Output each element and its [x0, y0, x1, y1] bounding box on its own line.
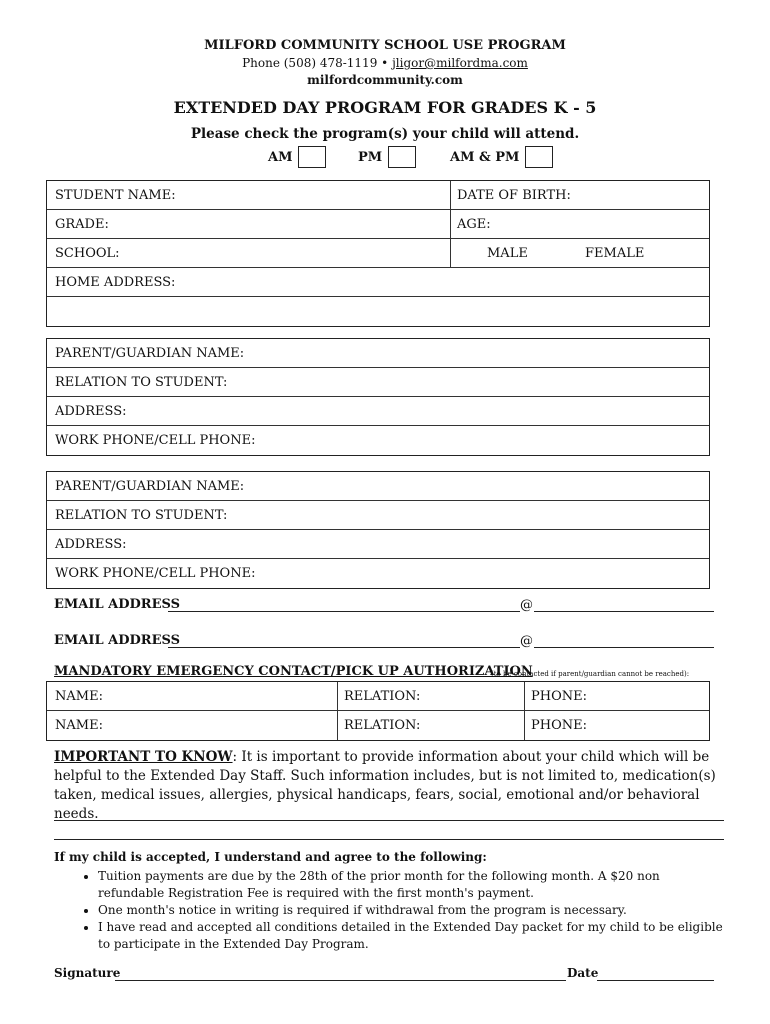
emergency-1-phone-label: PHONE:: [531, 689, 587, 704]
guardian-1-name-row[interactable]: [47, 339, 709, 368]
contact-line: [0, 56, 770, 70]
email-2-at: @: [520, 634, 533, 649]
student-name-label: STUDENT NAME:: [55, 188, 176, 203]
pm-checkbox[interactable]: [388, 146, 416, 168]
guardian-1-relation-row[interactable]: [47, 368, 709, 397]
guardian-2-name-label: PARENT/GUARDIAN NAME:: [55, 479, 245, 494]
conditions-section: [54, 849, 724, 953]
guardian-2-address-label: ADDRESS:: [55, 537, 127, 552]
program-checkboxes: [0, 146, 770, 172]
guardian-1-section: [46, 338, 710, 456]
condition-item: • I have read and accepted all conditions detailed in the Extended Day packet for my child to be eligible to participate in the Extended Day Program.: [98, 919, 724, 953]
guardian-2-section: [46, 471, 710, 589]
male-option[interactable]: MALE: [487, 246, 528, 261]
date-field[interactable]: [597, 980, 714, 981]
age-label: AGE:: [457, 217, 491, 232]
emergency-note: (to be contacted if parent/guardian cannot be reached):: [491, 670, 690, 678]
condition-item: • One month's notice in writing is required if withdrawal from the program is necessary.: [98, 902, 724, 919]
emergency-2-name-label: NAME:: [55, 718, 103, 733]
notes-line-2[interactable]: [54, 839, 724, 840]
grade-label: GRADE:: [55, 217, 109, 232]
emergency-section: [46, 681, 710, 741]
option-pm[interactable]: [358, 146, 416, 168]
important-paragraph: [54, 748, 730, 824]
email-2-domain-field[interactable]: [534, 647, 714, 648]
guardian-1-address-row[interactable]: [47, 397, 709, 426]
emergency-2-phone-label: PHONE:: [531, 718, 587, 733]
guardian-2-relation-row[interactable]: [47, 501, 709, 530]
form-title: EXTENDED DAY PROGRAM FOR GRADES K - 5: [173, 98, 597, 117]
emergency-2-relation-label: RELATION:: [344, 718, 421, 733]
email-1-domain-field[interactable]: [534, 611, 714, 612]
org-name: MILFORD COMMUNITY SCHOOL USE PROGRAM: [204, 38, 566, 53]
important-text: : It is important to provide information about your child which will be helpful to the Extended Day Staff. Such information includes, but is not limited to, medication(s) taken, medical issues, allergies, physical handicaps, fears, social, emotional and/or behavioral needs.: [54, 749, 716, 822]
email-link[interactable]: jligor@milfordma.com: [392, 56, 528, 70]
home-address-row[interactable]: [47, 268, 709, 297]
instruction: Please check the program(s) your child will attend.: [190, 126, 580, 142]
important-heading: IMPORTANT TO KNOW: [54, 749, 233, 765]
option-am-label: AM: [268, 149, 293, 165]
dob-label: DATE OF BIRTH:: [457, 188, 571, 203]
guardian-1-relation-label: RELATION TO STUDENT:: [55, 375, 228, 390]
signature-label: Signature: [54, 966, 121, 980]
conditions-heading: If my child is accepted, I understand and agree to the following:: [54, 850, 487, 864]
email-2-label: EMAIL ADDRESS: [54, 633, 180, 648]
guardian-1-phone-label: WORK PHONE/CELL PHONE:: [55, 433, 256, 448]
option-am-pm[interactable]: [450, 146, 553, 168]
student-section: [46, 180, 710, 327]
school-label: SCHOOL:: [55, 246, 120, 261]
conditions-list: [54, 868, 724, 953]
guardian-2-relation-label: RELATION TO STUDENT:: [55, 508, 228, 523]
student-name-row[interactable]: [47, 181, 709, 210]
signature-field[interactable]: [115, 980, 566, 981]
emergency-row-1[interactable]: [47, 682, 709, 711]
emergency-title-text: MANDATORY EMERGENCY CONTACT/PICK UP AUTHORIZATION: [54, 664, 533, 679]
home-address-line2[interactable]: [47, 297, 709, 326]
condition-item: • Tuition payments are due by the 28th of the prior month for the following month. A $20 non refundable Registration Fee is required with the first month's payment.: [98, 868, 724, 902]
female-option[interactable]: FEMALE: [585, 246, 645, 261]
guardian-1-address-label: ADDRESS:: [55, 404, 127, 419]
emergency-row-2[interactable]: [47, 711, 709, 740]
emergency-1-name-label: NAME:: [55, 689, 103, 704]
emergency-title: [54, 664, 533, 679]
grade-row[interactable]: [47, 210, 709, 239]
option-am[interactable]: [268, 146, 326, 168]
home-address-label: HOME ADDRESS:: [55, 275, 176, 290]
guardian-2-address-row[interactable]: [47, 530, 709, 559]
guardian-2-name-row[interactable]: [47, 472, 709, 501]
emergency-1-relation-label: RELATION:: [344, 689, 421, 704]
guardian-2-phone-row[interactable]: [47, 559, 709, 588]
option-am-pm-label: AM & PM: [450, 149, 520, 165]
phone-text: Phone (508) 478-1119 •: [242, 56, 389, 70]
guardian-1-phone-row[interactable]: [47, 426, 709, 455]
am-checkbox[interactable]: [298, 146, 326, 168]
email-1-at: @: [520, 598, 533, 613]
option-pm-label: PM: [358, 149, 383, 165]
am-pm-checkbox[interactable]: [525, 146, 553, 168]
website[interactable]: milfordcommunity.com: [307, 73, 463, 87]
notes-line-1[interactable]: [54, 820, 724, 821]
date-label: Date: [567, 966, 599, 980]
email-2-user-field[interactable]: [168, 647, 520, 648]
email-1-user-field[interactable]: [168, 611, 520, 612]
email-1-label: EMAIL ADDRESS: [54, 597, 180, 612]
guardian-1-name-label: PARENT/GUARDIAN NAME:: [55, 346, 245, 361]
guardian-2-phone-label: WORK PHONE/CELL PHONE:: [55, 566, 256, 581]
school-row[interactable]: [47, 239, 709, 268]
